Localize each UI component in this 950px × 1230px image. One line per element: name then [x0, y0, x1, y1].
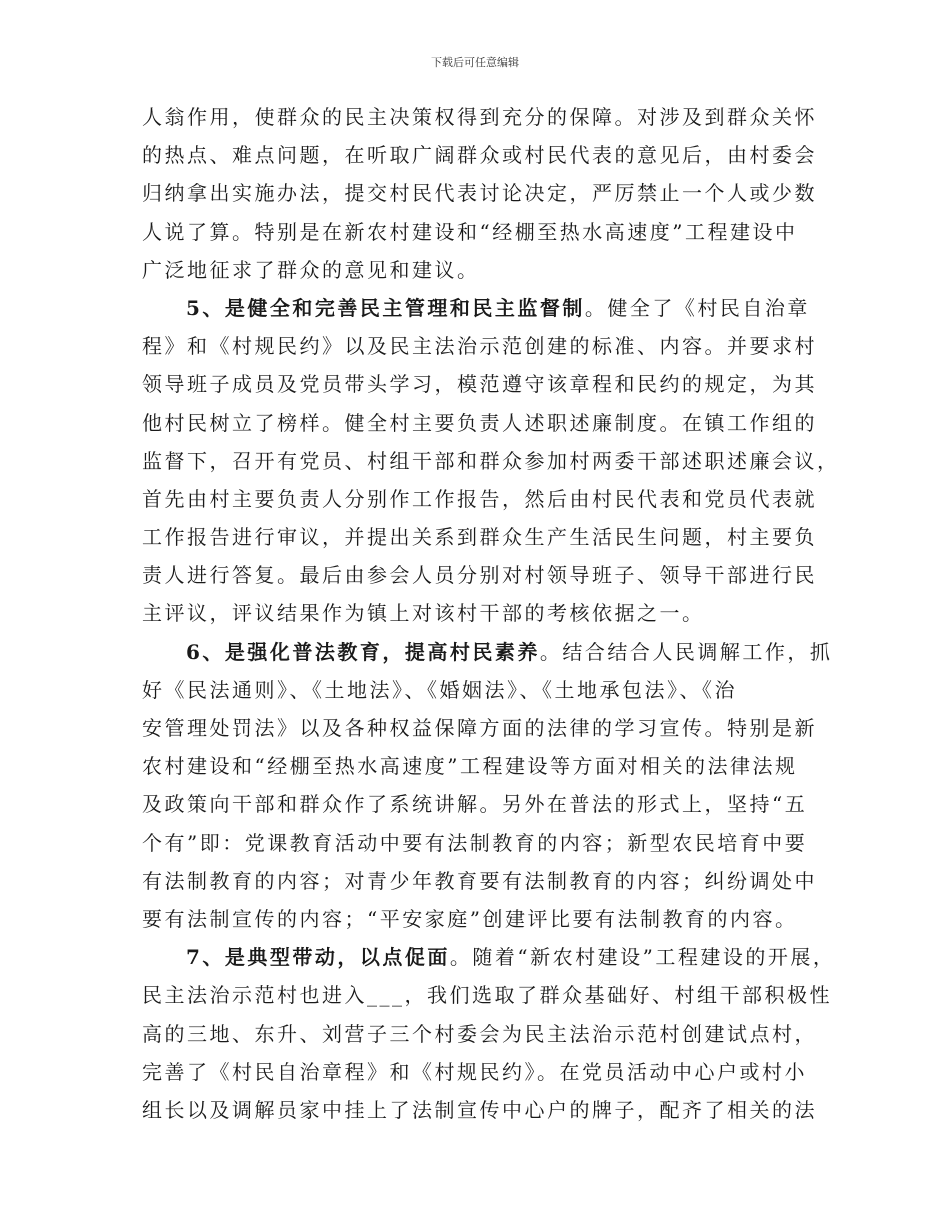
text-line — [142, 98, 818, 136]
line-text: 及政策向干部和群众作了系统讲解。另外在普法的形式上，坚持“五 — [142, 792, 808, 817]
text-line — [142, 1053, 818, 1091]
text-line — [142, 174, 818, 212]
line-text: 领导班子成员及党员带头学习，模范遵守该章程和民约的规定，为其 — [142, 372, 817, 397]
text-line — [142, 289, 818, 327]
text-line — [142, 518, 818, 556]
line-text: 。结合结合人民调解工作，抓 — [539, 639, 833, 664]
line-text: 首先由村主要负责人分别作工作报告，然后由村民代表和党员代表就 — [142, 486, 817, 511]
line-text: 有法制教育的内容；对青少年教育要有法制教育的内容；纠纷调处中 — [142, 868, 817, 893]
text-line — [142, 480, 818, 518]
bold-heading: 6、是强化普法教育，提高村民素养 — [186, 639, 540, 664]
text-line — [142, 404, 818, 442]
line-text: 民主法治示范村也进入___，我们选取了群众基础好、村组干部积极性 — [142, 983, 832, 1008]
text-line — [142, 747, 818, 785]
line-text: 归纳拿出实施办法，提交村民代表讨论决定，严厉禁止一个人或少数 — [142, 181, 817, 206]
text-line — [142, 442, 840, 480]
text-line — [142, 1015, 818, 1053]
text-line — [142, 365, 818, 403]
text-line — [142, 785, 818, 823]
line-text: 高的三地、东升、刘营子三个村委会为民主法治示范村创建试点村， — [142, 1021, 817, 1046]
text-line — [142, 556, 818, 594]
bold-heading: 5、是健全和完善民主管理和民主监督制 — [186, 295, 585, 320]
bold-heading: 7、是典型带动，以点促面 — [186, 945, 450, 970]
page-header: 下载后可任意编辑 — [431, 56, 519, 69]
line-text: 人说了算。特别是在新农村建设和“经棚至热水高速度”工程建设中 — [142, 219, 798, 244]
line-text: 主评议，评议结果作为镇上对该村干部的考核依据之一。 — [142, 601, 705, 626]
text-line — [142, 862, 818, 900]
text-line — [142, 671, 818, 709]
text-line — [142, 1091, 818, 1129]
text-line — [142, 709, 818, 747]
line-text: 要有法制宣传的内容；“平安家庭”创建评比要有法制教育的内容。 — [142, 906, 798, 931]
text-line — [142, 976, 832, 1014]
line-text: 安管理处罚法》以及各种权益保障方面的法律的学习宣传。特别是新 — [142, 716, 817, 740]
text-line — [142, 633, 833, 671]
text-line — [142, 213, 818, 251]
line-text: 农村建设和“经棚至热水高速度”工程建设等方面对相关的法律法规 — [142, 754, 798, 779]
line-text: 完善了《村民自治章程》和《村规民约》。在党员活动中心户或村小 — [142, 1059, 807, 1084]
line-text: 人翁作用，使群众的民主决策权得到充分的保障。对涉及到群众关怀 — [142, 105, 817, 129]
line-text: 监督下，召开有党员、村组干部和群众参加村两委干部述职述廉会议， — [142, 448, 840, 473]
text-line — [142, 251, 818, 289]
line-text: 组长以及调解员家中挂上了法制宣传中心户的牌子，配齐了相关的法 — [142, 1097, 817, 1122]
line-text: 程》和《村规民约》以及民主法治示范创建的标准、内容。并要求村 — [142, 334, 817, 359]
text-line — [142, 327, 818, 365]
line-text: 。随着“新农村建设”工程建设的开展， — [449, 945, 836, 970]
text-line — [142, 900, 818, 938]
text-line — [142, 824, 818, 862]
line-text: 他村民树立了榜样。健全村主要负责人述职述廉制度。在镇工作组的 — [142, 410, 817, 435]
line-text: 的热点、难点问题，在听取广阔群众或村民代表的意见后，由村委会 — [142, 143, 817, 168]
line-text: 工作报告进行审议，并提出关系到群众生产生活民生问题，村主要负 — [142, 525, 817, 550]
line-text: 责人进行答复。最后由参会人员分别对村领导班子、领导干部进行民 — [142, 563, 817, 588]
line-text: 好《民法通则》、《土地法》、《婚姻法》、《土地承包法》、《治 — [142, 677, 737, 702]
text-line — [142, 938, 836, 976]
line-text: 。健全了《村民自治章 — [584, 295, 810, 320]
text-line — [142, 594, 818, 632]
line-text: 广泛地征求了群众的意见和建议。 — [142, 257, 480, 282]
text-line — [142, 136, 818, 174]
line-text: 个有”即：党课教育活动中要有法制教育的内容；新型农民培育中要 — [142, 830, 808, 855]
document-body — [142, 98, 840, 1129]
